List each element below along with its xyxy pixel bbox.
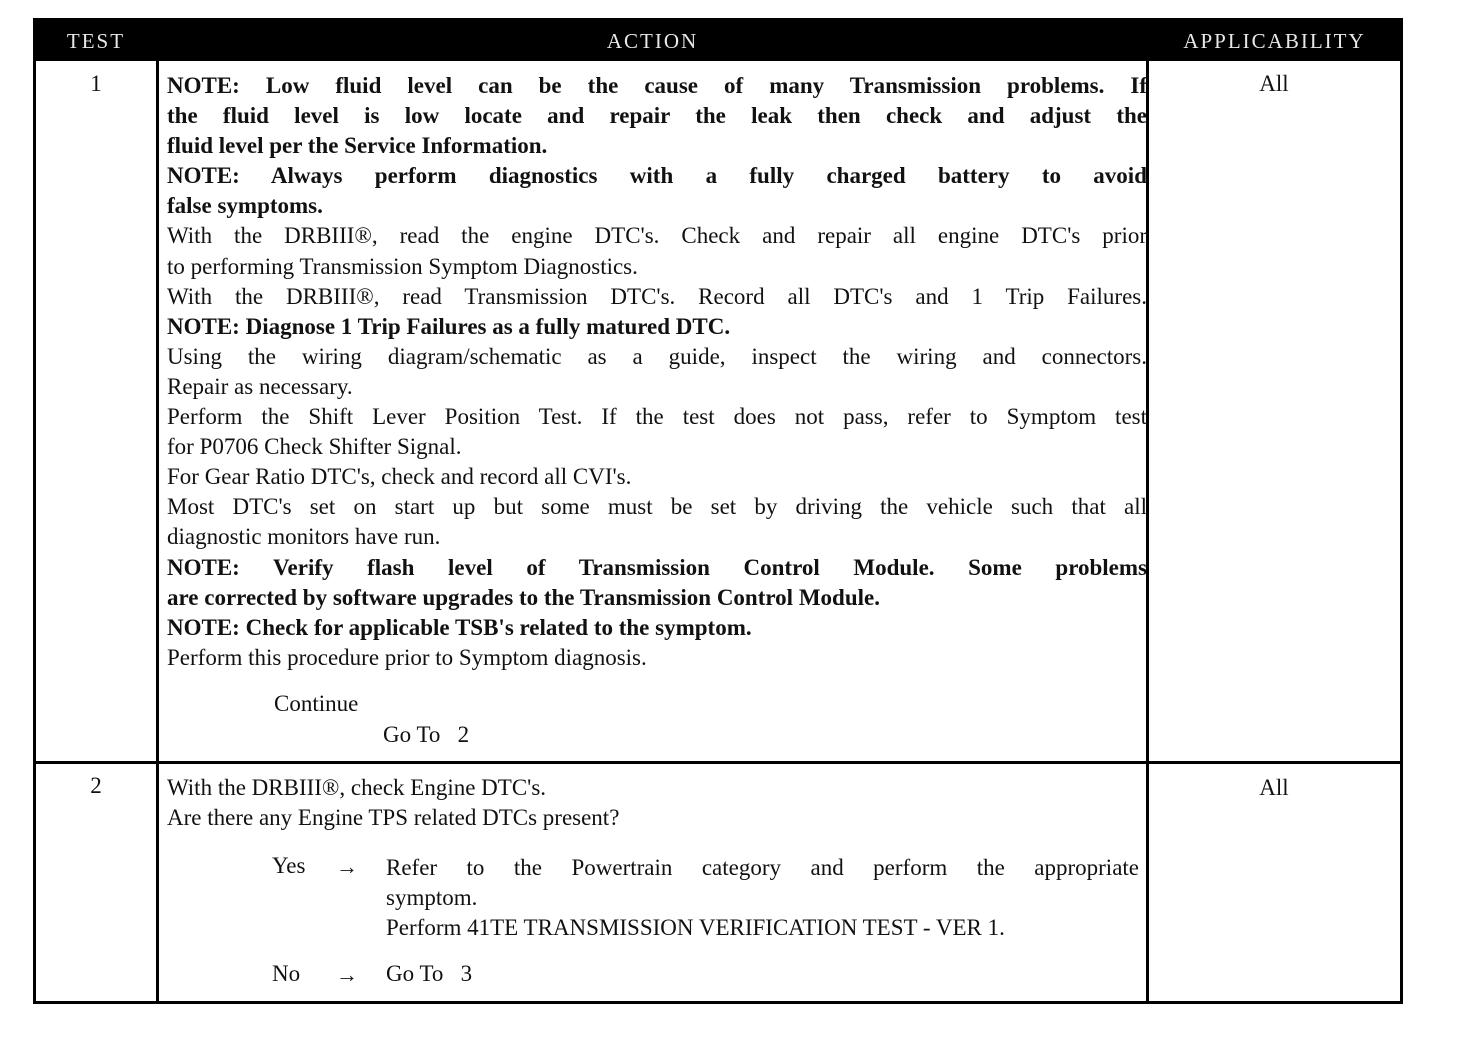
action-line: Are there any Engine TPS related DTCs present?	[167, 805, 620, 831]
no-label: No	[272, 961, 301, 986]
action-line: For Gear Ratio DTC's, check and record all CVI's.	[167, 464, 632, 490]
goto-step-3[interactable]: Go To 3	[386, 961, 473, 986]
yes-label: Yes	[272, 853, 306, 878]
action-line: NOTE: Check for applicable TSB's related to the symptom.	[167, 614, 752, 640]
header-action: ACTION	[606, 29, 699, 53]
yes-result-line[interactable]: Perform 41TE TRANSMISSION VERIFICATION TEST - VER 1.	[386, 915, 1005, 940]
action-line: With the DRBIII®, check Engine DTC's.	[167, 775, 547, 800]
table-header	[36, 21, 1400, 61]
applicability-2: All	[1259, 775, 1289, 800]
action-line: fluid level per the Service Information.	[167, 133, 548, 159]
action-line: NOTE: Always perform diagnostics with a fully charged battery to avoid	[167, 163, 1147, 189]
action-line: Perform the Shift Lever Position Test. If the test does not pass, refer to Symptom test	[167, 404, 1147, 430]
action-line: Perform this procedure prior to Symptom diagnosis.	[167, 644, 647, 670]
action-line: With the DRBIII®, read Transmission DTC's. Record all DTC's and 1 Trip Failures.	[167, 283, 1147, 309]
action-line: NOTE: Verify flash level of Transmission Control Module. Some problems	[167, 554, 1147, 580]
action-line: With the DRBIII®, read the engine DTC's. Check and repair all engine DTC's prior	[167, 223, 1147, 249]
yes-result-line: Refer to the Powertrain category and perform the appropriate	[386, 855, 1139, 880]
action-line: false symptoms.	[167, 193, 323, 219]
diagnostic-table	[33, 18, 1403, 1004]
action-line: for P0706 Check Shifter Signal.	[167, 434, 462, 460]
yes-result-line: symptom.	[386, 885, 478, 910]
action-line: to performing Transmission Symptom Diagnostics.	[167, 253, 638, 279]
header-test: TEST	[66, 29, 126, 53]
test-number-2: 2	[90, 773, 102, 798]
right-arrow-icon: →	[336, 854, 358, 879]
action-text-1	[167, 71, 1147, 673]
action-line: diagnostic monitors have run.	[167, 524, 441, 550]
continue-label: Continue	[274, 691, 359, 716]
action-line: the fluid level is low locate and repair the leak then check and adjust the	[167, 103, 1147, 129]
action-line: Most DTC's set on start up but some must be set by driving the vehicle such that all	[167, 494, 1147, 520]
action-text-2	[167, 773, 1147, 833]
right-arrow-icon: →	[336, 962, 358, 987]
column-divider	[156, 61, 159, 1001]
header-applicability: APPLICABILITY	[1183, 29, 1366, 53]
test-number-1: 1	[90, 71, 102, 96]
goto-step-2[interactable]: Go To 2	[383, 722, 470, 747]
action-line: Using the wiring diagram/schematic as a guide, inspect the wiring and connectors.	[167, 343, 1147, 369]
action-line: are corrected by software upgrades to the Transmission Control Module.	[167, 584, 880, 610]
applicability-1: All	[1259, 71, 1289, 96]
yes-result	[386, 853, 1139, 943]
action-line: NOTE: Diagnose 1 Trip Failures as a fully matured DTC.	[167, 313, 731, 339]
row-divider	[36, 761, 1400, 764]
action-line: NOTE: Low fluid level can be the cause of many Transmission problems. If	[167, 73, 1147, 98]
action-line: Repair as necessary.	[167, 373, 353, 399]
